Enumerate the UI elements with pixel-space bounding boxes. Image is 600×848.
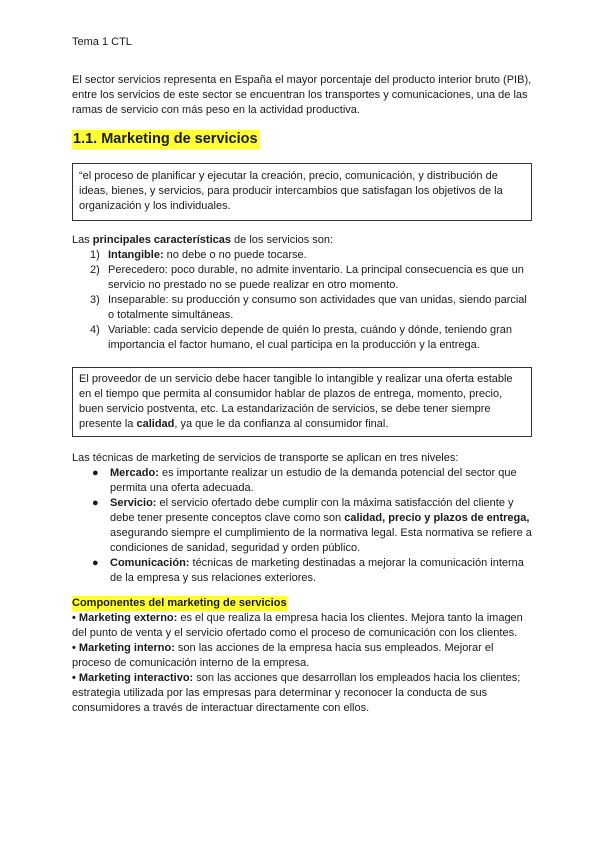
- bullet-icon: ●: [92, 467, 99, 479]
- list-item: [90, 263, 532, 293]
- characteristics-intro-bold: principales características: [92, 234, 231, 246]
- list-item: [90, 293, 532, 323]
- list-item-text: asegurando siempre el cumplimiento de la normativa legal. Esta normativa se refiere a condiciones de sanidad, seguridad y orden público.: [110, 527, 532, 554]
- list-item: [92, 496, 532, 556]
- list-item: [90, 248, 532, 263]
- section-title: 1.1. Marketing de servicios: [73, 131, 258, 147]
- document-header: Tema 1 CTL: [72, 36, 132, 48]
- component-bold: • Marketing interno:: [72, 642, 175, 654]
- characteristics-intro-suffix: de los servicios son:: [231, 234, 334, 246]
- list-item-bold: Mercado:: [110, 467, 159, 479]
- characteristics-list: [72, 248, 532, 353]
- provider-box-text: El proveedor de un servicio debe hacer tangible lo intangible y realizar una oferta estable en el tiempo que permita al consumidor hablar de plazos de entrega, momento, precio, buen servicio postventa, etc. La estandarización de servicios, se debe tener siempre presente la: [79, 373, 513, 430]
- provider-box-suffix: , ya que le da confianza al consumidor final.: [174, 418, 389, 430]
- list-number: 1): [90, 249, 100, 261]
- list-item: [90, 323, 532, 353]
- list-item-bold: Intangible:: [108, 249, 164, 261]
- list-number: 3): [90, 294, 100, 306]
- characteristics-intro: [72, 233, 532, 248]
- list-item-text: Variable: cada servicio depende de quién lo presta, cuándo y dónde, teniendo gran importancia el factor humano, el cual participa en la producción y la entrega.: [108, 324, 513, 351]
- list-item-bold: Comunicación:: [110, 557, 190, 569]
- list-item-bold: Servicio:: [110, 497, 157, 509]
- list-item: [92, 556, 532, 586]
- list-item-text: Perecedero: poco durable, no admite inventario. La principal consecuencia es que un servicio no prestado no se puede realizar en otro momento.: [108, 264, 524, 291]
- components-title: Componentes del marketing de servicios: [72, 597, 287, 609]
- component-bold: • Marketing interactivo:: [72, 672, 194, 684]
- list-item-text: el servicio ofertado debe cumplir con la máxima satisfacción del cliente y debe tener presente conceptos clave como son: [110, 497, 514, 524]
- list-item-text: Inseparable: su producción y consumo son actividades que van unidas, siendo parcial o totalmente simultáneas.: [108, 294, 527, 321]
- component-item: [72, 611, 532, 641]
- bullet-icon: ●: [92, 557, 99, 569]
- list-number: 2): [90, 264, 100, 276]
- provider-box-bold: calidad: [136, 418, 175, 430]
- bullet-icon: ●: [92, 497, 99, 509]
- component-text: son las acciones de la empresa hacia sus empleados. Mejorar el proceso de comunicación interno de la empresa.: [72, 642, 494, 669]
- techniques-intro: Las técnicas de marketing de servicios de transporte se aplican en tres niveles:: [72, 452, 459, 464]
- component-text: son las acciones que desarrollan los empleados hacia los clientes; estrategia utilizada por las empresas para determinar y reconocer la conducta de sus consumidores a través de interactuar directamente con ellos.: [72, 672, 521, 714]
- list-item-text: técnicas de marketing destinadas a mejorar la comunicación interna de la empresa y sus relaciones exteriores.: [110, 557, 524, 584]
- characteristics-intro-prefix: Las: [72, 234, 93, 246]
- list-number: 4): [90, 324, 100, 336]
- list-item-bold: calidad, precio y plazos de entrega,: [344, 512, 530, 524]
- components-section: [72, 596, 532, 716]
- intro-paragraph: El sector servicios representa en España el mayor porcentaje del producto interior bruto (PIB), entre los servicios de este sector se encuentran los transportes y comunicaciones, una de las ramas de servicio con más peso en la actividad productiva.: [72, 74, 532, 116]
- list-item-text: no debe o no puede tocarse.: [163, 249, 307, 261]
- list-item-text: es importante realizar un estudio de la demanda potencial del sector que permita una oferta adecuada.: [110, 467, 517, 494]
- component-item: [72, 671, 532, 716]
- component-bold: • Marketing externo:: [72, 612, 178, 624]
- provider-box: [72, 367, 532, 437]
- component-item: [72, 641, 532, 671]
- list-item: [92, 466, 532, 496]
- document-page: [72, 35, 532, 716]
- techniques-list: [72, 466, 532, 586]
- definition-quote-box: “el proceso de planificar y ejecutar la creación, precio, comunicación, y distribución de ideas, bienes, y servicios, para producir intercambios que satisfagan los objetivos de la organización y los individuales.: [72, 163, 532, 221]
- component-text: es el que realiza la empresa hacia los clientes. Mejora tanto la imagen del punto de venta y el servicio ofertado como el proceso de comunicación con los clientes.: [72, 612, 523, 639]
